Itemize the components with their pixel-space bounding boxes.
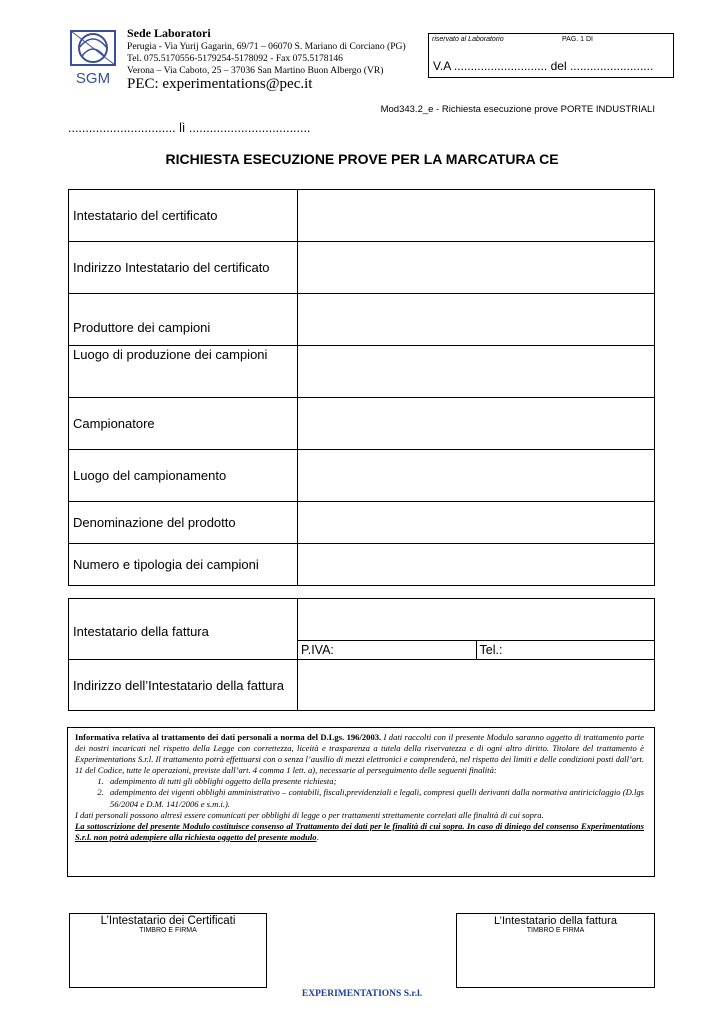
field-label: Denominazione del prodotto (69, 502, 298, 544)
privacy-heading: Informativa relativa al trattamento dei dati personali a norma del D.Lgs. 196/2003. (75, 732, 382, 742)
field-label: Luogo del campionamento (69, 450, 298, 502)
invoice-holder-input[interactable] (298, 599, 655, 641)
form-row (69, 544, 655, 586)
form-row (69, 599, 655, 641)
samples-number-input[interactable] (298, 544, 655, 586)
form-row (69, 660, 655, 711)
lab-phone-line: Tel. 075.5170556-5179254-5178092 - Fax 075.5178146 (127, 53, 343, 64)
production-place-input[interactable] (298, 346, 655, 398)
field-label: Luogo di produzione dei campioni (69, 346, 298, 398)
lab-title: Sede Laboratori (127, 26, 211, 40)
signature-sub: TIMBRO E FIRMA (139, 927, 197, 934)
privacy-item: 1. adempimento di tutti gli obblighi oggetto della presente richiesta; (106, 776, 644, 787)
form-row (69, 242, 655, 294)
field-label: Intestatario del certificato (69, 190, 298, 242)
logo-text: SGM (75, 70, 111, 86)
form-row (69, 294, 655, 346)
signature-title: L’Intestatario della fattura (494, 915, 617, 927)
privacy-intro: I dati raccolti con il presente Modulo saranno oggetto di trattamento parte dei nostri incaricati nel rispetto della Legge con correttezza, liceità e trasparenza a tutela della riservatezza e di ogni altro diritto. Titolare del trattamento è Experimentations S.r.l. Il trattamento potrà effettuarsi con o senza l’ausilio di mezzi elettronici e comprenderà, nel rispetto dei limiti e delle condizioni posti dall’art. 11 del Codice, tutte le operazioni, previste dall’art. 4 comma 1 lett. a), necessarie al perseguimento delle seguenti finalità: (75, 732, 644, 776)
signature-box-certificates[interactable] (69, 913, 267, 988)
invoice-address-input[interactable] (298, 660, 655, 711)
sampling-place-input[interactable] (298, 450, 655, 502)
company-logo (68, 28, 118, 86)
certificate-holder-input[interactable] (298, 190, 655, 242)
field-label: Indirizzo dell’Intestatario della fattura (69, 660, 298, 711)
field-label: Campionatore (69, 398, 298, 450)
place-date-field[interactable]: ............................... lì ................................... (68, 121, 311, 135)
lab-address-line: Perugia - Via Yurij Gagarin, 69/71 – 06070 S. Mariano di Corciano (PG) (127, 41, 406, 52)
certificate-holder-address-input[interactable] (298, 242, 655, 294)
form-row (69, 346, 655, 398)
pec-address: PEC: experimentations@pec.it (127, 76, 313, 92)
field-label: Produttore dei campioni (69, 294, 298, 346)
producer-input[interactable] (298, 294, 655, 346)
reserved-label: riservato al Laboratorio (432, 36, 504, 43)
signature-title: L’Intestatario dei Certificati (100, 915, 236, 927)
privacy-item: 2. adempimento dei vigenti obblighi amministrativo – contabili, fiscali,previdenziali e legali, compresi quelli derivanti dalla normativa antiriciclaggio (D.lgs 56/2004 e D.M. 141/2006 e s.m.i.). (106, 787, 644, 809)
invoice-table (68, 598, 655, 711)
request-form-table (68, 189, 655, 586)
reserved-box (428, 33, 674, 78)
field-label: Intestatario della fattura (69, 599, 298, 660)
page-label: PAG. 1 DI (562, 36, 593, 43)
privacy-consent: La sottoscrizione del presente Modulo costituisce consenso al Trattamento dei dati per le finalità di cui sopra. (75, 820, 465, 831)
module-reference: Mod343.2_e - Richiesta esecuzione prove PORTE INDUSTRIALI (380, 104, 655, 115)
privacy-communication: I dati personali possono altresì essere comunicati per obblighi di legge o per trattamenti strettamente correlati alle finalità di cui sopra (75, 809, 542, 820)
signature-sub: TIMBRO E FIRMA (526, 927, 585, 934)
field-label: Numero e tipologia dei campioni (69, 544, 298, 586)
privacy-denial: In caso di diniego del consenso Experimentations S.r.l. non potrà adempiere alla richiesta oggetto del presente modulo (75, 820, 644, 842)
form-row (69, 398, 655, 450)
lab-verona-line: Verona – Via Caboto, 25 – 37036 San Martino Buon Albergo (VR) (127, 65, 384, 76)
company-footer: EXPERIMENTATIONS S.r.l. (301, 989, 423, 999)
privacy-notice: Informativa relativa al trattamento dei dati personali a norma del D.Lgs. 196/2003. I dati raccolti con il presente Modulo saranno oggetto di trattamento parte dei nostri incaricati nel rispetto della Legge con correttezza, liceità e trasparenza a tutela della riservatezza e di ogni altro diritto. Titolare del trattamento è Experimentations S.r.l. Il trattamento potrà effettuarsi con o senza l’ausilio di mezzi elettronici e comprenderà, nel rispetto dei limiti e delle condizioni posti dall’art. 11 del Codice, tutte le operazioni, previste dall’art. 4 comma 1 lett. a), necessarie al perseguimento delle seguenti finalità: 1. adempimento di tutti gli obblighi oggetto della presente richiesta; 2. adempimento dei vigenti obblighi amministrativo – contabili, fiscali,previdenziali e legali, compresi quelli derivanti dalla normativa antiriciclaggio (D.lgs 56/2004 e D.M. 141/2006 e s.m.i.). I dati personali possono altresì essere comunicati per obblighi di legge o per trattamenti strettamente correlati alle finalità di cui sopra. La sottoscrizione del presente Modulo costituisce consenso al Trattamento dei dati per le finalità di cui sopra. In caso di diniego del consenso Experimentations S.r.l. non potrà adempiere alla richiesta oggetto del presente modulo. (67, 727, 655, 877)
field-label: Indirizzo Intestatario del certificato (69, 242, 298, 294)
tel-input[interactable]: Tel.: (476, 641, 655, 660)
sampler-input[interactable] (298, 398, 655, 450)
form-row (69, 190, 655, 242)
va-field[interactable]: V.A ............................ del ......................... (433, 59, 654, 73)
document-title: RICHIESTA ESECUZIONE PROVE PER LA MARCATURA CE (165, 151, 559, 167)
form-row (69, 450, 655, 502)
piva-input[interactable]: P.IVA: (298, 641, 477, 660)
form-row (69, 502, 655, 544)
signature-box-invoice[interactable] (456, 913, 655, 988)
product-name-input[interactable] (298, 502, 655, 544)
